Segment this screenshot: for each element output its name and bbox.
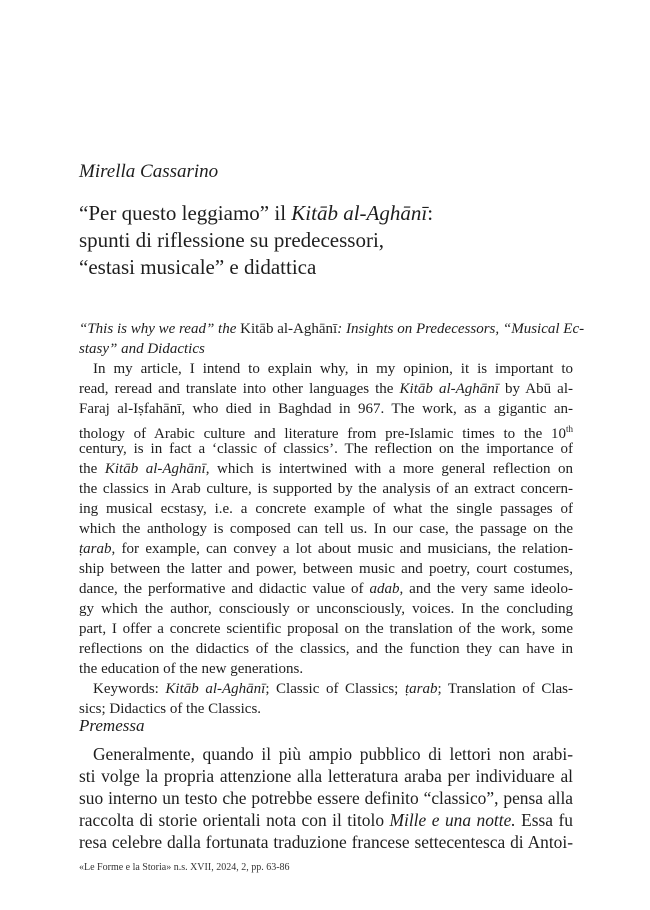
article-title-line-1 <box>79 200 433 227</box>
keywords-line-1 <box>79 679 573 699</box>
keyword-italic: ṭarab <box>404 681 438 697</box>
abstract-line-7: the classics in Arab culture, is supported by the analysis of an extract concern- <box>79 481 573 497</box>
abstract-line-9: which the anthology is composed can tell us. In our case, the passage on the <box>79 521 573 537</box>
abstract-line-11: ship between the latter and power, between music and poetry, court costumes, <box>79 561 573 577</box>
journal-citation-footer: «Le Forme e la Storia» n.s. XVII, 2024, 2, pp. 63-86 <box>79 862 290 873</box>
abstract-italic: Kitāb al-Aghānī <box>104 461 206 477</box>
keywords-line-2: sics; Didactics of the Classics. <box>79 701 262 717</box>
abstract-line-5: century, is in fact a ‘classic of classics’. The reflection on the importance of <box>79 441 573 457</box>
keywords-label: Keywords: <box>93 681 166 697</box>
article-title-line-2: spunti di riflessione su predecessori, <box>79 228 385 252</box>
abstract-italic: adab <box>369 581 400 597</box>
abstract-italic: Kitāb al-Aghānī <box>399 381 499 397</box>
abstract-line-15: reflections on the didactics of the classics, and the function they can have in <box>79 641 573 657</box>
abstract-text: , and the very same ideolo- <box>399 581 573 597</box>
abstract-line-14: part, I offer a concrete scientific proposal on the translation of the work, some <box>79 621 573 637</box>
title-text: “Per questo leggiamo” il <box>79 201 292 225</box>
abstract-superscript: th <box>565 424 573 434</box>
abstract-text: the <box>79 461 105 477</box>
english-title-line-1 <box>79 319 585 339</box>
abstract-line-16: the education of the new generations. <box>79 661 304 677</box>
abstract-line-13: gy which the author, consciously or unconsciously, voices. In the concluding <box>79 601 573 617</box>
section-heading-premessa: Premessa <box>79 716 145 735</box>
abstract-text: by Abū al- <box>498 381 573 397</box>
abstract-text: read, reread and translate into other languages the <box>79 381 400 397</box>
premessa-line-4 <box>79 809 573 831</box>
premessa-text: raccolta di storie orientali nota con il titolo <box>79 810 390 830</box>
abstract-line-8: ing musical ecstasy, i.e. a concrete example of what the single passages of <box>79 501 573 517</box>
premessa-line-1: Generalmente, quando il più ampio pubblico di lettori non arabi- <box>93 744 573 764</box>
abstract-line-2 <box>79 379 573 399</box>
abstract-line-10 <box>79 539 573 559</box>
english-title-italic-b: : Insights on Predecessors, “Musical Ec- <box>337 321 585 337</box>
abstract-text: thology of Arabic culture and literature from pre-Islamic times to the 10 <box>79 426 566 442</box>
abstract-line-12 <box>79 579 573 599</box>
premessa-line-2: sti volge la propria attenzione alla letteratura araba per individuare al <box>79 766 573 786</box>
abstract-italic: ṭarab <box>79 541 112 557</box>
english-title-roman: Kitāb al-Aghānī <box>240 321 338 337</box>
title-colon: : <box>427 201 434 225</box>
abstract-line-1: In my article, I intend to explain why, in my opinion, it is important to <box>93 361 573 377</box>
abstract-line-3: Faraj al-Iṣfahānī, who died in Baghdad in 967. The work, as a gigantic an- <box>79 401 573 417</box>
premessa-line-5: resa celebre dalla fortunata traduzione francese settecentesca di Antoi- <box>79 832 573 852</box>
article-title-line-3: “estasi musicale” e didattica <box>79 255 317 279</box>
english-title-line-2: stasy” and Didactics <box>79 341 205 357</box>
abstract-line-6 <box>79 459 573 479</box>
author-name: Mirella Cassarino <box>79 161 219 182</box>
premessa-text: Essa fu <box>515 810 573 830</box>
premessa-italic: Mille e una notte. <box>389 810 516 830</box>
keyword-italic: Kitāb al-Aghānī <box>165 681 266 697</box>
title-italic-text: Kitāb al-Aghānī <box>291 201 428 225</box>
abstract-text: , for example, can convey a lot about music and musicians, the relation- <box>111 541 573 557</box>
english-title-italic-a: “This is why we read” the <box>79 321 241 337</box>
premessa-line-3: suo interno un testo che potrebbe essere definito “classico”, pensa alla <box>79 788 573 808</box>
abstract-text: , which is intertwined with a more general reflection on <box>205 461 573 477</box>
abstract-text: dance, the performative and didactic value of <box>79 581 370 597</box>
keywords-text: ; Classic of Classics; <box>265 681 405 697</box>
keywords-text: ; Translation of Clas- <box>437 681 574 697</box>
